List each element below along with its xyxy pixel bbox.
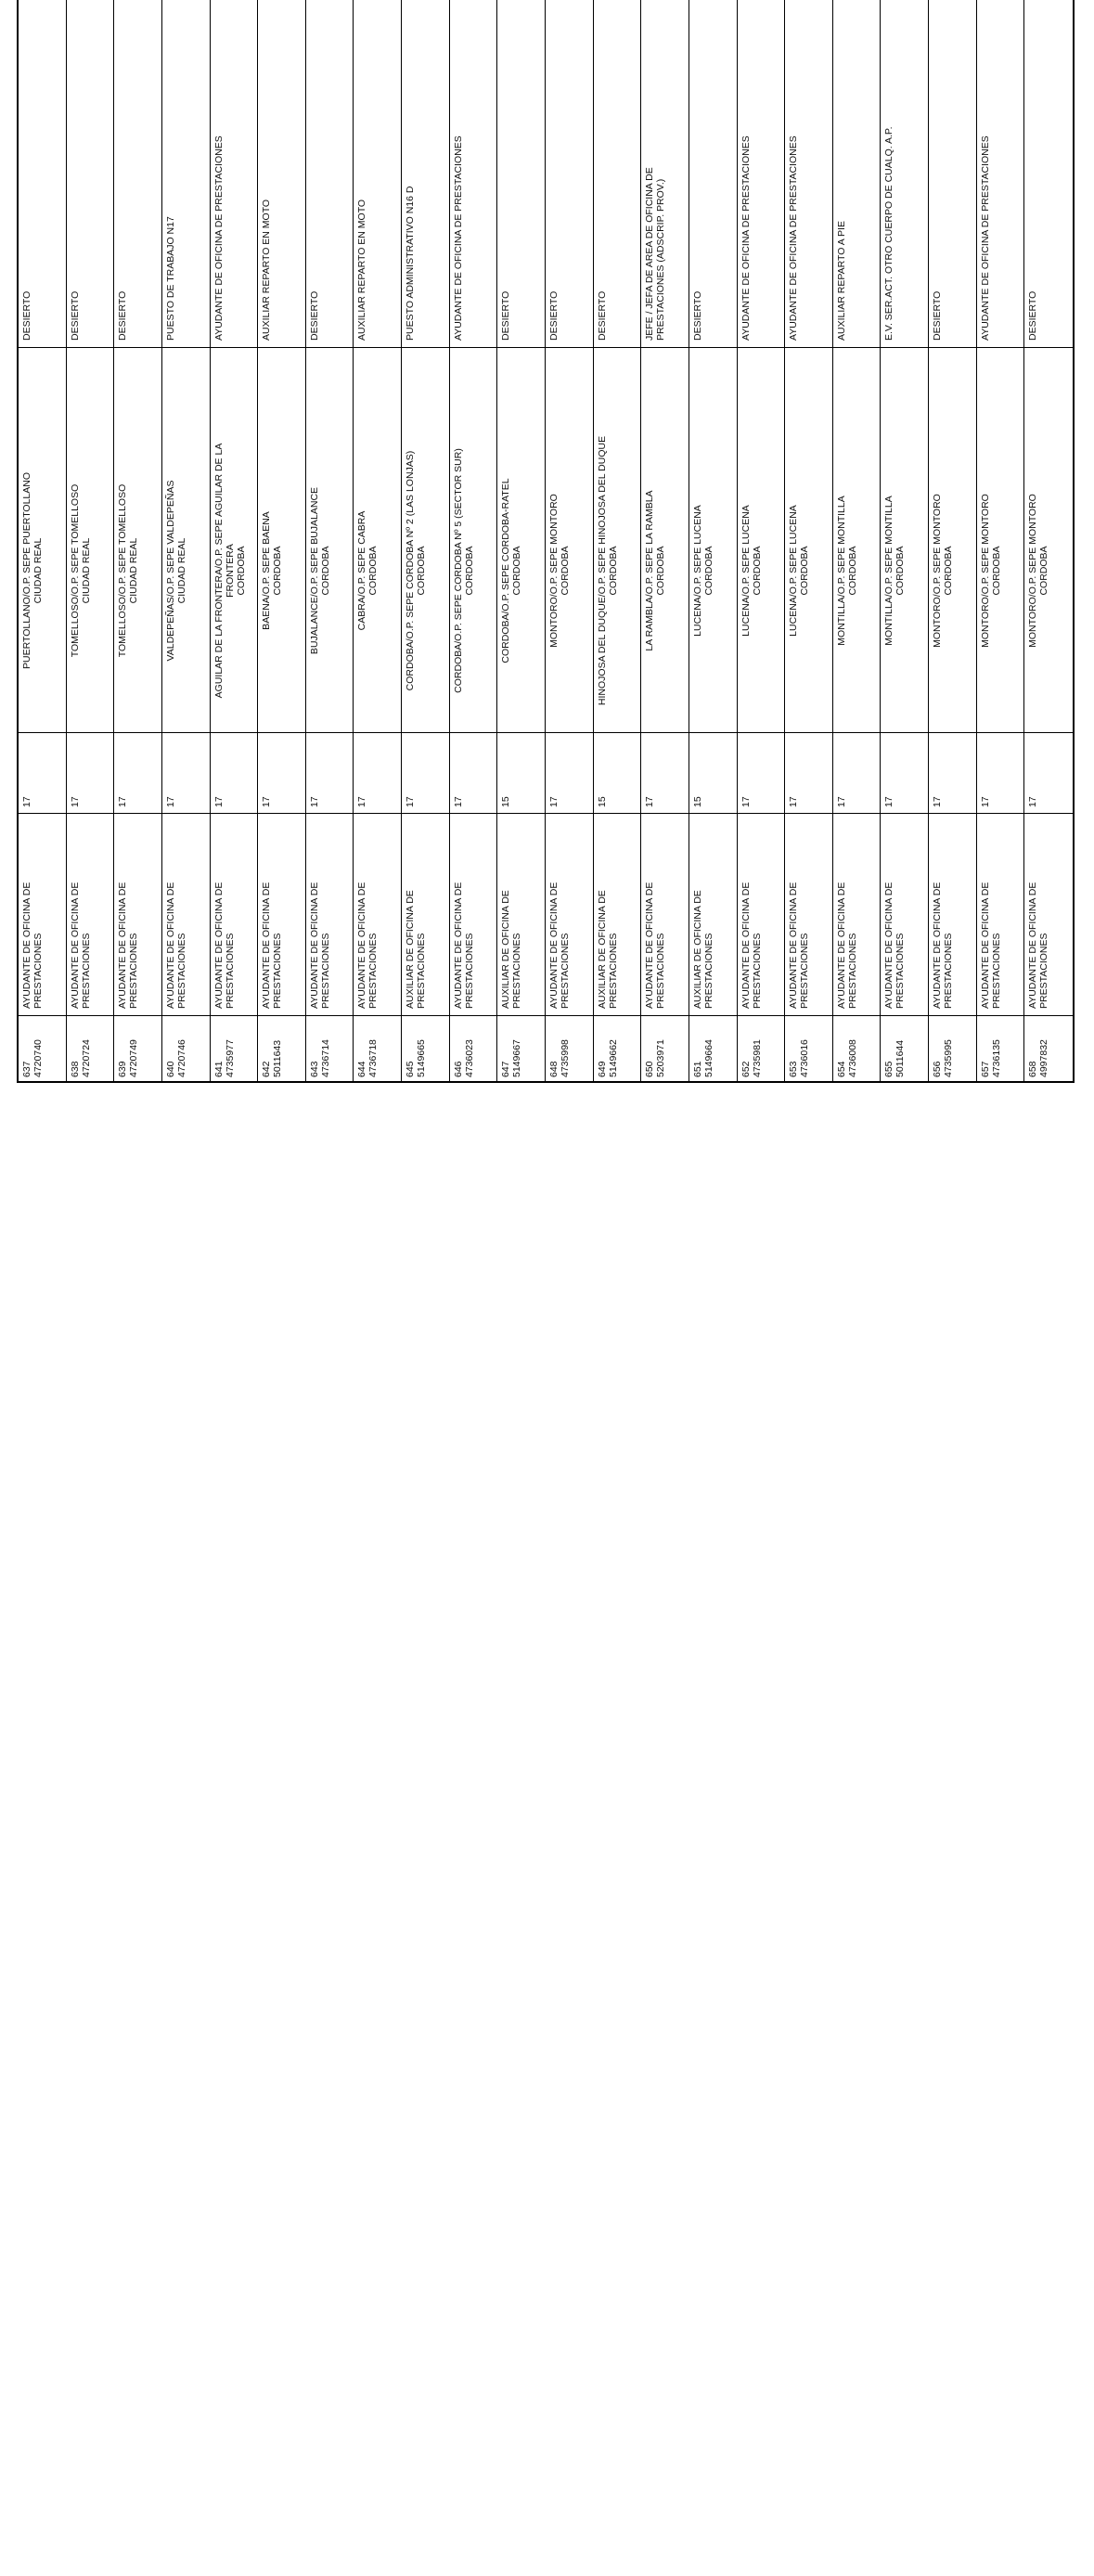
origin-level-cell: 15: [500, 796, 512, 807]
origin-locality: TOMELLOSO/O.P. SEPE TOMELLOSO: [69, 483, 81, 658]
row-number: 649: [596, 1061, 608, 1077]
post-code: 4720746: [175, 1039, 187, 1077]
assigned-post-cell: DESIERTO: [117, 290, 129, 341]
origin-province: CORDOBA: [463, 546, 475, 596]
post-code: 4735995: [943, 1039, 955, 1077]
table-row: [450, 0, 498, 1081]
origin-locality: LUCENA/O.P. SEPE LUCENA: [740, 505, 752, 637]
table-row: [497, 0, 546, 1081]
row-number: 657: [979, 1061, 991, 1077]
row-number-cell: [405, 1022, 427, 1077]
origin-post-cell: AYUDANTE DE OFICINA DE PRESTACIONES: [164, 882, 187, 1009]
origin-locality: BUJALANCE/O.P. SEPE BUJALANCE: [308, 486, 320, 655]
table-row: [19, 0, 67, 1081]
row-number-cell: [644, 1022, 666, 1077]
origin-locality: CORDOBA/O.P. SEPE CORDOBA Nº 5 (SECTOR SUR): [452, 448, 464, 693]
row-number: 653: [788, 1061, 800, 1077]
origin-level-cell: 17: [261, 796, 273, 807]
table-row: [977, 0, 1025, 1081]
row-number-cell: [356, 1022, 379, 1077]
origin-location-cell: [883, 418, 906, 724]
post-code: 4720749: [128, 1039, 140, 1077]
origin-location-cell: [932, 418, 954, 724]
row-number: 641: [212, 1061, 225, 1077]
origin-level-cell: 17: [356, 796, 368, 807]
row-number: 658: [1027, 1061, 1039, 1077]
origin-post-cell: AYUDANTE DE OFICINA DE PRESTACIONES: [644, 882, 667, 1009]
post-code: 4736008: [846, 1039, 858, 1077]
table-row: [785, 0, 833, 1081]
origin-post-cell: AYUDANTE DE OFICINA DE PRESTACIONES: [979, 882, 1002, 1009]
origin-level-cell: 17: [788, 796, 800, 807]
origin-locality: MONTILLA/O.P. SEPE MONTILLA: [835, 496, 847, 646]
origin-post-cell: AYUDANTE DE OFICINA DE PRESTACIONES: [261, 882, 284, 1009]
origin-province: CIUDAD REAL: [128, 537, 140, 604]
origin-locality: AGUILAR DE LA FRONTERA/O.P. SEPE AGUILAR DE LA FRONTERA: [212, 443, 236, 699]
origin-locality: LA RAMBLA/O.P. SEPE LA RAMBLA: [644, 490, 656, 651]
row-number-cell: [261, 1022, 283, 1077]
table-row: [211, 0, 259, 1081]
post-code: 4736135: [990, 1039, 1002, 1077]
origin-location-cell: [70, 418, 92, 724]
table-row: [929, 0, 977, 1081]
origin-level-cell: 17: [164, 796, 176, 807]
origin-post-cell: AYUDANTE DE OFICINA DE PRESTACIONES: [835, 882, 858, 1009]
origin-location-cell: [453, 418, 475, 724]
origin-level-cell: 15: [691, 796, 703, 807]
post-code: 4720724: [80, 1039, 92, 1077]
row-number: 652: [740, 1061, 752, 1077]
assigned-post-cell: DESIERTO: [548, 290, 560, 341]
assigned-post-cell: DESIERTO: [69, 290, 81, 341]
origin-level-cell: 17: [883, 796, 895, 807]
table-row: [689, 0, 738, 1081]
origin-location-cell: [788, 418, 810, 724]
row-number: 644: [356, 1061, 368, 1077]
origin-province: CORDOBA: [1038, 546, 1050, 596]
origin-level-cell: 17: [740, 796, 752, 807]
assigned-post-cell: DESIERTO: [500, 290, 512, 341]
origin-location-cell: [117, 418, 139, 724]
origin-location-cell: [836, 418, 858, 724]
origin-location-cell: [356, 418, 379, 724]
table-row: [1024, 0, 1073, 1081]
origin-province: CORDOBA: [511, 546, 523, 596]
origin-level-cell: 17: [308, 796, 320, 807]
table-row: [881, 0, 929, 1081]
assigned-post-cell: DESIERTO: [691, 290, 703, 341]
origin-post-cell: AYUDANTE DE OFICINA DE PRESTACIONES: [212, 882, 236, 1009]
row-number: 655: [883, 1061, 895, 1077]
row-number: 639: [117, 1061, 129, 1077]
origin-post-cell: AYUDANTE DE OFICINA DE PRESTACIONES: [308, 882, 331, 1009]
origin-post-cell: AUXILIAR DE OFICINA DE PRESTACIONES: [405, 890, 428, 1009]
table-row: [162, 0, 211, 1081]
assigned-post-cell: AUXILIAR REPARTO EN MOTO: [261, 199, 273, 341]
row-number: 643: [308, 1061, 320, 1077]
row-number-cell: [836, 1022, 858, 1077]
origin-post-cell: AYUDANTE DE OFICINA DE PRESTACIONES: [69, 882, 92, 1009]
origin-level-cell: 17: [405, 796, 417, 807]
origin-province: CORDOBA: [416, 546, 428, 596]
origin-post-cell: AYUDANTE DE OFICINA DE PRESTACIONES: [932, 882, 955, 1009]
origin-level-cell: 17: [835, 796, 847, 807]
row-number-cell: [70, 1022, 92, 1077]
row-number-cell: [213, 1022, 236, 1077]
origin-locality: CORDOBA/O.P. SEPE CORDOBA Nº 2 (LAS LONJAS): [405, 450, 417, 691]
post-code: 4736016: [799, 1039, 811, 1077]
origin-province: CIUDAD REAL: [32, 537, 44, 604]
origin-post-cell: AYUDANTE DE OFICINA DE PRESTACIONES: [1027, 882, 1050, 1009]
row-number-cell: [980, 1022, 1002, 1077]
post-code: 4997832: [1038, 1039, 1050, 1077]
post-code: 5149662: [607, 1039, 619, 1077]
post-code: 5203971: [655, 1039, 667, 1077]
origin-province: CORDOBA: [799, 546, 811, 596]
row-number: 637: [21, 1061, 32, 1077]
origin-location-cell: [692, 418, 714, 724]
post-code: 5149664: [702, 1039, 714, 1077]
post-code: 4736023: [463, 1039, 475, 1077]
origin-post-cell: AYUDANTE DE OFICINA DE PRESTACIONES: [356, 882, 380, 1009]
row-number: 651: [691, 1061, 703, 1077]
origin-location-cell: [1027, 418, 1049, 724]
table-row: [354, 0, 402, 1081]
origin-level-cell: 17: [452, 796, 464, 807]
origin-locality: BAENA/O.P. SEPE BAENA: [261, 511, 273, 630]
row-number: 650: [644, 1061, 656, 1077]
origin-post-cell: AYUDANTE DE OFICINA DE PRESTACIONES: [883, 882, 907, 1009]
post-code: 4735998: [560, 1039, 571, 1077]
origin-location-cell: [597, 418, 619, 724]
row-number-cell: [740, 1022, 763, 1077]
origin-province: CORDOBA: [367, 546, 380, 596]
assigned-post-cell: AUXILIAR REPARTO A PIE: [835, 221, 847, 341]
origin-locality: HINOJOSA DEL DUQUE/O.P. SEPE HINOJOSA DEL DUQUE: [596, 435, 608, 706]
origin-locality: MONTORO/O.P. SEPE MONTORO: [1027, 494, 1039, 648]
row-number: 642: [261, 1061, 273, 1077]
origin-location-cell: [165, 418, 187, 724]
table-row: [402, 0, 450, 1081]
row-number-cell: [597, 1022, 619, 1077]
origin-post-cell: AUXILIAR DE OFICINA DE PRESTACIONES: [500, 890, 523, 1009]
assigned-post-cell: AYUDANTE DE OFICINA DE PRESTACIONES: [452, 135, 464, 341]
assigned-post-cell: DESIERTO: [308, 290, 320, 341]
assigned-post-cell: DESIERTO: [21, 290, 32, 341]
assigned-post-cell: PUESTO DE TRABAJO N17: [164, 216, 176, 341]
origin-province: CORDOBA: [235, 546, 247, 596]
assigned-post-cell: JEFE / JEFA DE AREA DE OFICINA DE PRESTACIONES (ADSCRIP. PROV.): [644, 167, 667, 341]
origin-post-cell: AYUDANTE DE OFICINA DE PRESTACIONES: [117, 882, 140, 1009]
origin-level-cell: 15: [596, 796, 608, 807]
row-number: 640: [164, 1061, 176, 1077]
row-number-cell: [21, 1022, 44, 1077]
origin-locality: MONTORO/O.P. SEPE MONTORO: [548, 494, 560, 648]
origin-post-cell: AYUDANTE DE OFICINA DE PRESTACIONES: [788, 882, 811, 1009]
origin-level-cell: 17: [69, 796, 81, 807]
table-row: [833, 0, 882, 1081]
post-code: 5149667: [511, 1039, 523, 1077]
assigned-post-cell: AYUDANTE DE OFICINA DE PRESTACIONES: [788, 135, 800, 341]
origin-location-cell: [21, 418, 44, 724]
origin-province: CORDOBA: [272, 546, 284, 596]
origin-province: CORDOBA: [702, 546, 714, 596]
row-number: 647: [500, 1061, 512, 1077]
assigned-post-cell: AYUDANTE DE OFICINA DE PRESTACIONES: [979, 135, 991, 341]
origin-province: CORDOBA: [607, 546, 619, 596]
assigned-post-cell: AUXILIAR REPARTO EN MOTO: [356, 199, 368, 341]
assigned-post-cell: DESIERTO: [932, 290, 944, 341]
post-code: 4736718: [367, 1039, 380, 1077]
origin-province: CORDOBA: [655, 546, 667, 596]
origin-province: CORDOBA: [943, 546, 955, 596]
assigned-post-cell: AYUDANTE DE OFICINA DE PRESTACIONES: [740, 135, 752, 341]
row-number-cell: [692, 1022, 714, 1077]
origin-locality: MONTILLA/O.P. SEPE MONTILLA: [883, 496, 895, 646]
table-row: [114, 0, 162, 1081]
row-number-cell: [883, 1022, 906, 1077]
table-row: [594, 0, 642, 1081]
post-code: 5011643: [272, 1039, 284, 1077]
table-row: [67, 0, 115, 1081]
origin-level-cell: 17: [1027, 796, 1039, 807]
origin-location-cell: [980, 418, 1002, 724]
assigned-post-cell: DESIERTO: [1027, 290, 1039, 341]
assigned-post-cell: DESIERTO: [596, 290, 608, 341]
origin-locality: CABRA/O.P. SEPE CABRA: [356, 510, 368, 631]
table-row: [258, 0, 306, 1081]
post-code: 4735981: [751, 1039, 763, 1077]
post-code: 4736714: [319, 1039, 331, 1077]
row-number: 646: [452, 1061, 464, 1077]
origin-location-cell: [309, 418, 331, 724]
origin-post-cell: AYUDANTE DE OFICINA DE PRESTACIONES: [452, 882, 475, 1009]
row-number-cell: [117, 1022, 139, 1077]
origin-post-cell: AYUDANTE DE OFICINA DE PRESTACIONES: [740, 882, 763, 1009]
origin-level-cell: 17: [932, 796, 944, 807]
assigned-post-cell: PUESTO ADMINISTRATIVO N16 D: [405, 186, 417, 341]
origin-province: CORDOBA: [319, 546, 331, 596]
row-number-cell: [500, 1022, 522, 1077]
row-number-cell: [1027, 1022, 1049, 1077]
table-row: [306, 0, 354, 1081]
post-code: 5149665: [416, 1039, 428, 1077]
row-number-cell: [309, 1022, 331, 1077]
origin-province: CORDOBA: [751, 546, 763, 596]
origin-locality: TOMELLOSO/O.P. SEPE TOMELLOSO: [117, 483, 129, 658]
origin-level-cell: 17: [21, 796, 32, 807]
row-number-cell: [548, 1022, 571, 1077]
post-code: 5011644: [895, 1039, 907, 1077]
origin-locality: MONTORO/O.P. SEPE MONTORO: [932, 494, 944, 648]
origin-location-cell: [405, 418, 427, 724]
origin-level-cell: 17: [548, 796, 560, 807]
origin-post-cell: AUXILIAR DE OFICINA DE PRESTACIONES: [691, 890, 714, 1009]
origin-province: CORDOBA: [846, 546, 858, 596]
table-row: [546, 0, 594, 1081]
row-number: 638: [69, 1061, 81, 1077]
post-code: 4735977: [224, 1039, 236, 1077]
origin-post-cell: AYUDANTE DE OFICINA DE PRESTACIONES: [21, 882, 44, 1009]
post-code: 4720740: [32, 1039, 44, 1077]
row-number-cell: [453, 1022, 475, 1077]
origin-locality: VALDEPEÑAS/O.P. SEPE VALDEPEÑAS: [164, 480, 176, 662]
row-number-cell: [165, 1022, 187, 1077]
origin-level-cell: 17: [644, 796, 656, 807]
row-number: 645: [405, 1061, 417, 1077]
origin-location-cell: [548, 418, 571, 724]
origin-post-cell: AUXILIAR DE OFICINA DE PRESTACIONES: [596, 890, 619, 1009]
origin-locality: CORDOBA/O.P. SEPE CORDOBA-RATEL: [500, 478, 512, 663]
origin-province: CORDOBA: [895, 546, 907, 596]
origin-level-cell: 17: [979, 796, 991, 807]
row-number: 648: [548, 1061, 560, 1077]
row-number-cell: [788, 1022, 810, 1077]
origin-province: CORDOBA: [990, 546, 1002, 596]
origin-province: CIUDAD REAL: [175, 537, 187, 604]
rotated-table-page: [0, 0, 1094, 1094]
origin-level-cell: 17: [117, 796, 129, 807]
origin-level-cell: 17: [212, 796, 225, 807]
table-row: [738, 0, 786, 1081]
table-row: [641, 0, 689, 1081]
origin-locality: LUCENA/O.P. SEPE LUCENA: [691, 505, 703, 637]
assignments-table: [17, 0, 1075, 1083]
assigned-post-cell: E.V. SER.ACT. OTRO CUERPO DE CUALQ. A.P.: [883, 126, 895, 341]
origin-province: CIUDAD REAL: [80, 537, 92, 604]
origin-locality: LUCENA/O.P. SEPE LUCENA: [788, 505, 800, 637]
origin-locality: PUERTOLLANO/O.P. SEPE PUERTOLLANO: [21, 471, 32, 670]
origin-province: CORDOBA: [560, 546, 571, 596]
origin-location-cell: [500, 418, 522, 724]
origin-location-cell: [213, 418, 247, 724]
row-number-cell: [932, 1022, 954, 1077]
origin-location-cell: [261, 418, 283, 724]
row-number: 656: [932, 1061, 944, 1077]
origin-post-cell: AYUDANTE DE OFICINA DE PRESTACIONES: [548, 882, 571, 1009]
origin-locality: MONTORO/O.P. SEPE MONTORO: [979, 494, 991, 648]
origin-location-cell: [740, 418, 763, 724]
row-number: 654: [835, 1061, 847, 1077]
assigned-post-cell: AYUDANTE DE OFICINA DE PRESTACIONES: [212, 135, 225, 341]
origin-location-cell: [644, 418, 666, 724]
